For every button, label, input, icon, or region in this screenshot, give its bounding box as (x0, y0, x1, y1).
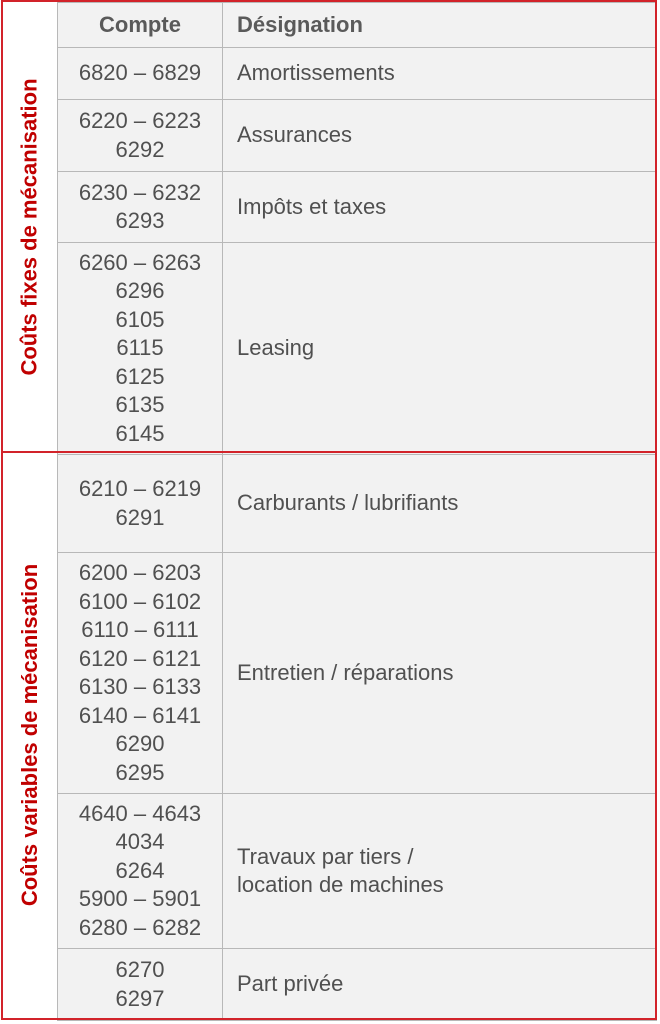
table-row (58, 794, 657, 949)
designation-value: Carburants / lubrifiants (237, 490, 459, 516)
compte-value: 6297 (115, 985, 165, 1011)
table-header-row (58, 3, 657, 48)
compte-value: 6264 (115, 857, 165, 883)
compte-value: 6115 (116, 335, 164, 361)
compte-value: 6100 – 6102 (78, 588, 202, 614)
designation-value: Part privée (237, 971, 344, 997)
compte-value: 6135 (115, 392, 165, 418)
compte-value: 6110 – 6111 (81, 617, 199, 642)
table-row (58, 949, 657, 1021)
compte-value: 4640 – 4643 (78, 800, 202, 826)
compte-cell (58, 949, 223, 1021)
compte-value: 6292 (115, 136, 165, 162)
compte-value: 6293 (115, 208, 165, 233)
compte-value: 6200 – 6203 (78, 560, 202, 585)
compte-cell (58, 455, 223, 553)
table-row (58, 553, 657, 794)
compte-cell (58, 100, 223, 172)
designation-value: Leasing (237, 335, 315, 361)
compte-value: 4034 (115, 829, 165, 855)
table-row (58, 48, 657, 100)
designation-value: Travaux par tiers / (237, 843, 414, 869)
designation-cell (223, 794, 657, 949)
compte-value: 6140 – 6141 (78, 702, 202, 728)
compte-value: 6290 (115, 731, 165, 756)
compte-value: 6270 (115, 957, 165, 982)
compte-value: 6820 – 6829 (78, 60, 202, 86)
header-compte: Compte (58, 3, 223, 48)
accounts-table (57, 2, 657, 1021)
table-row (58, 172, 657, 243)
compte-cell (58, 243, 223, 455)
compte-value: 6230 – 6232 (78, 179, 202, 205)
designation-cell (223, 243, 657, 455)
table-row (58, 455, 657, 553)
compte-cell (58, 172, 223, 243)
compte-value: 6145 (115, 420, 165, 446)
compte-cell (58, 48, 223, 100)
compte-value: 6210 – 6219 (78, 476, 202, 501)
compte-value: 5900 – 5901 (78, 886, 202, 912)
designation-value: Assurances (237, 122, 352, 148)
compte-value: 6125 (115, 363, 165, 389)
table-row (58, 100, 657, 172)
group-label-fixed-container (3, 2, 57, 451)
compte-value: 6280 – 6282 (78, 914, 202, 940)
group-label-variable-container (3, 451, 57, 1018)
table-row (58, 243, 657, 455)
compte-cell (58, 794, 223, 949)
designation-value: Impôts et taxes (237, 193, 387, 219)
group-label-variable: Coûts variables de mécanisation (17, 563, 42, 906)
compte-cell (58, 553, 223, 794)
compte-value: 6260 – 6263 (78, 249, 202, 275)
compte-value: 6120 – 6121 (78, 645, 202, 671)
designation-cell (223, 949, 657, 1021)
designation-cell (223, 172, 657, 243)
designation-cell (223, 48, 657, 100)
header-designation: Désignation (223, 3, 657, 48)
compte-value: 6220 – 6223 (78, 108, 202, 133)
designation-cell (223, 553, 657, 794)
group-label-fixed: Coûts fixes de mécanisation (17, 77, 42, 376)
designation-value: location de machines (237, 872, 444, 897)
compte-value: 6130 – 6133 (78, 674, 202, 699)
compte-value: 6295 (115, 759, 165, 785)
designation-value: Entretien / réparations (237, 659, 454, 685)
designation-cell (223, 100, 657, 172)
compte-value: 6105 (115, 306, 165, 332)
designation-cell (223, 455, 657, 553)
compte-value: 6291 (115, 504, 165, 530)
compte-value: 6296 (115, 278, 165, 304)
designation-value: Amortissements (237, 60, 395, 86)
